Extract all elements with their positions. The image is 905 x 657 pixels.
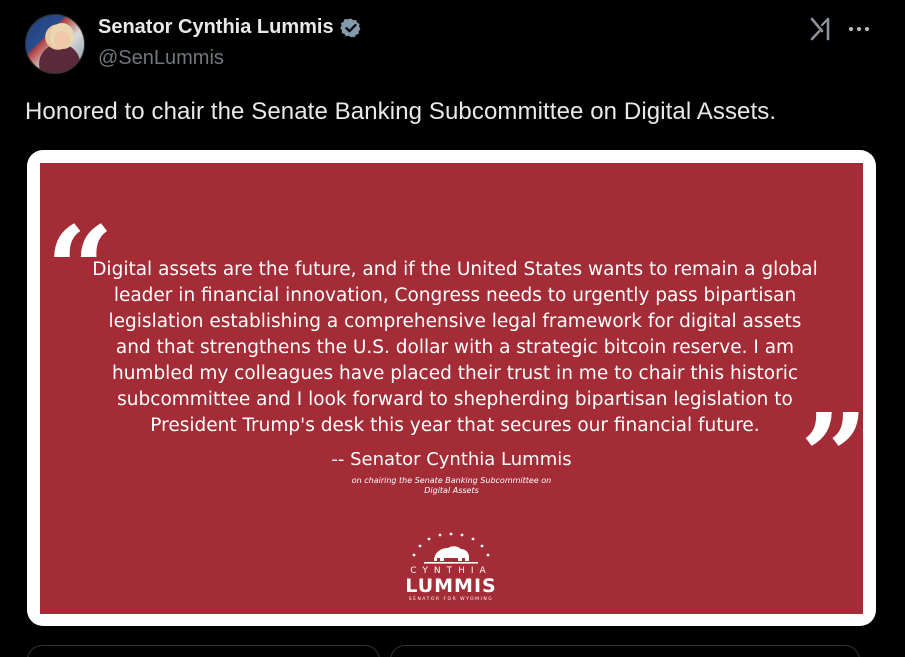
open-quote-mark: “ <box>46 200 114 339</box>
avatar-face <box>54 31 70 49</box>
verified-badge-icon[interactable] <box>340 17 362 39</box>
tweet-text: Honored to chair the Senate Banking Subcommittee on Digital Assets. <box>25 98 777 125</box>
quote-text: Digital assets are the future, and if the United States wants to remain a global leader in financial innovation, Congress needs to urgently pass bipartisan legislation establishing a comprehensive legal framework for digital assets and that strengthens the U.S. dollar with a strategic bitcoin reserve. I am humbled my colleagues have placed their trust in me to chair this historic subcommittee and I look forward to shepherding bipartisan legislation to President Trump's desk this year that secures our financial future. <box>92 259 818 436</box>
avatar[interactable] <box>25 14 85 74</box>
close-quote-mark: ” <box>800 387 868 526</box>
quote-subnote: on chairing the Senate Banking Subcommittee on Digital Assets <box>351 476 552 495</box>
quote-attribution: -- Senator Cynthia Lummis <box>331 449 572 470</box>
more-options-icon[interactable] <box>849 27 869 31</box>
lummis-logo <box>386 531 516 601</box>
tweet-media-image[interactable] <box>27 150 876 626</box>
grok-icon[interactable] <box>808 16 834 42</box>
author-name-row <box>98 16 362 39</box>
bison-stars-icon <box>386 531 516 567</box>
quote-card <box>40 163 868 614</box>
action-pill-right[interactable] <box>390 645 860 657</box>
author-display-name[interactable]: Senator Cynthia Lummis <box>98 16 334 38</box>
logo-tagline: SENATOR FOR WYOMING <box>408 597 494 602</box>
action-pill-left[interactable] <box>27 645 380 657</box>
more-dot <box>849 27 853 31</box>
logo-first-name: CYNTHIA <box>410 566 492 576</box>
more-dot <box>857 27 861 31</box>
author-handle[interactable]: @SenLummis <box>98 47 224 69</box>
logo-last-name: LUMMIS <box>405 575 497 597</box>
more-dot <box>865 27 869 31</box>
